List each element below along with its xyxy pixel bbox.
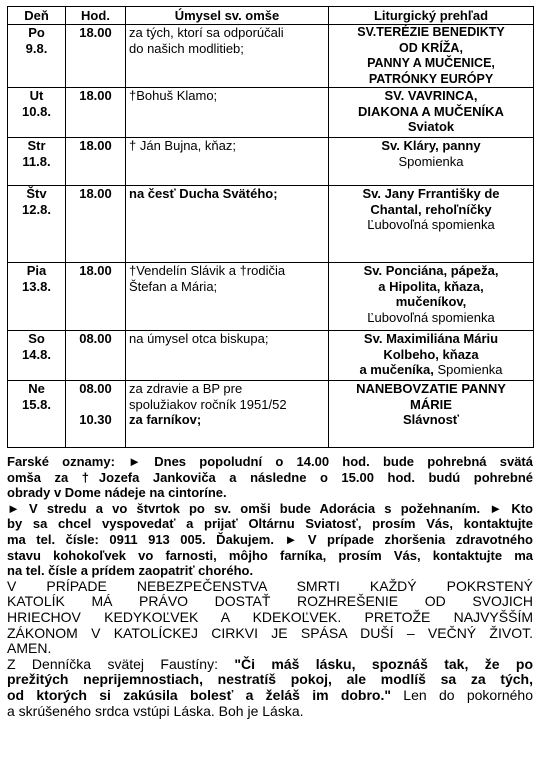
- liturgical-line: PATRÓNKY EURÓPY: [368, 71, 494, 86]
- hour-value: 08.00: [79, 381, 112, 396]
- text-line: na tel. čísle a prídem zaopatriť chorého.: [7, 563, 254, 579]
- day-date: 13.8.: [22, 278, 51, 294]
- intent-line: za farníkov;: [129, 412, 202, 427]
- day-cell: [8, 331, 66, 381]
- hour-cell: [66, 88, 126, 138]
- hour-cell: [66, 186, 126, 263]
- liturgical-line: SV. VAVRINCA,: [384, 88, 478, 103]
- liturgical-cell: [329, 331, 534, 381]
- table-row: [8, 381, 534, 448]
- text-line: HRIECHOV KEDYKOĽVEK A KDEKOĽVEK. PRETOŽE NAJVYŠŠÍM: [7, 608, 533, 625]
- day-name: Ne: [28, 381, 45, 396]
- header-intent: Úmysel sv. omše: [126, 7, 329, 25]
- liturgical-cell: [329, 25, 534, 88]
- day-name: Str: [27, 138, 46, 153]
- hour-cell: [66, 381, 126, 448]
- intent-cell: [126, 331, 329, 381]
- intent-cell: [126, 88, 329, 138]
- table-row: [8, 263, 534, 331]
- liturgical-cell: [329, 88, 534, 138]
- liturgical-cell: [329, 138, 534, 186]
- hour-value: 18.00: [79, 263, 112, 278]
- hour-value: 08.00: [79, 331, 112, 346]
- hour-value: 18.00: [79, 25, 112, 40]
- liturgical-line: mučeníkov,: [395, 294, 467, 309]
- parish-announcements: [7, 454, 533, 501]
- liturgical-line: SV.TERÉZIE BENEDIKTY: [357, 25, 505, 39]
- table-header-row: [8, 7, 534, 25]
- text-line: KATOLÍK MÁ PRÁVO DOSTAŤ ROZHREŠENIE OD SVOJICH: [7, 593, 533, 610]
- liturgical-line: Sv. Maximiliána Máriu: [363, 331, 499, 346]
- table-row: [8, 25, 534, 88]
- day-name: Po: [28, 25, 45, 40]
- liturgical-line: PANNY A MUČENICE,: [367, 56, 495, 70]
- table-row: [8, 331, 534, 381]
- header-liturgical: Liturgický prehľad: [329, 7, 534, 25]
- table-row: [8, 186, 534, 263]
- table-row: [8, 88, 534, 138]
- liturgical-line: Sv. Kláry, panny: [381, 138, 481, 153]
- liturgical-cell: [329, 186, 534, 263]
- liturgical-line: a Hipolita, kňaza,: [378, 278, 484, 294]
- text-line: stavu kohokoľvek vo farnosti, môjho farníka, prosím Vás, kontaktujte ma: [7, 547, 533, 563]
- day-date: 11.8.: [22, 153, 51, 169]
- quote-source: Z Denníčka svätej Faustíny:: [7, 655, 235, 672]
- hour-cell: [66, 331, 126, 381]
- liturgical-line: Kolbeho, kňaza: [383, 346, 479, 362]
- liturgical-line: Chantal, rehoľníčky: [370, 201, 492, 217]
- intent-line: †Vendelín Slávik a †rodičia: [129, 263, 286, 278]
- day-date: 12.8.: [22, 201, 51, 217]
- liturgical-line: DIAKONA A MUČENÍKA: [358, 103, 504, 119]
- day-cell: [8, 263, 66, 331]
- header-hour: Hod.: [66, 7, 126, 25]
- day-cell: [8, 138, 66, 186]
- liturgical-line: Ľubovoľná spomienka: [367, 217, 495, 232]
- intent-line: za zdravie a BP pre: [129, 381, 243, 396]
- liturgical-line: OD KRÍŽA,: [399, 40, 463, 55]
- hour-value: 18.00: [79, 186, 112, 201]
- header-day: Deň: [8, 7, 66, 25]
- hour-value: 10.30: [79, 412, 112, 427]
- day-name: Pia: [26, 263, 47, 278]
- hour-cell: [66, 263, 126, 331]
- intent-cell: [126, 138, 329, 186]
- weekly-announcements: [7, 501, 533, 579]
- day-date: 15.8.: [22, 396, 51, 412]
- danger-of-death-notice: [7, 579, 533, 657]
- liturgical-cell: [329, 263, 534, 331]
- intent-line: na česť Ducha Svätého;: [129, 186, 278, 201]
- day-cell: [8, 186, 66, 263]
- text-line: AMEN.: [7, 640, 52, 657]
- day-cell: [8, 381, 66, 448]
- text-line: V PRÍPADE NEBEZPEČENSTVA SMRTI KAŽDÝ POKRSTENÝ: [7, 577, 533, 594]
- intent-line: Štefan a Mária;: [129, 278, 218, 294]
- liturgical-line: Sv. Ponciána, pápeža,: [363, 263, 499, 278]
- intent-cell: [126, 25, 329, 88]
- day-cell: [8, 88, 66, 138]
- faustina-quote: [7, 657, 533, 719]
- day-cell: [8, 25, 66, 88]
- quote-text: prežitých neprijemnostiach, nestratíš pokoj, ale modlíš sa za tých,: [7, 671, 533, 688]
- intent-line: za tých, ktorí sa odporúčali: [129, 25, 284, 40]
- liturgical-line: Sviatok: [407, 119, 455, 134]
- hour-value: 18.00: [79, 138, 112, 153]
- text-line: obrady v Dome nádeje na cintoríne.: [7, 485, 227, 501]
- intent-line: †Bohuš Klamo;: [129, 88, 218, 103]
- day-name: Ut: [29, 88, 44, 103]
- text-line: Farské oznamy: ► Dnes popoludní o 14.00 hod. bude pohrebná svätá: [7, 454, 533, 469]
- text-line: ZÁKONOM V KATOLÍCKEJ CIRKVI JE SPÁSA DUŠÍ – VEČNÝ ŽIVOT.: [7, 624, 533, 641]
- intent-line: † Ján Bujna, kňaz;: [129, 138, 236, 153]
- liturgical-cell: [329, 381, 534, 448]
- text-line: omša za †Jozefa Jankoviča a následne o 15.00 hod. budú pohrebné: [7, 469, 533, 485]
- liturgical-line: Ľubovoľná spomienka: [367, 309, 495, 325]
- day-date: 14.8.: [22, 346, 51, 362]
- quote-text: "Či máš lásku, spoznáš tak, že po: [234, 655, 533, 672]
- text-line: ► V stredu a vo štvrtok po sv. omši bude Adorácia s požehnaním. ► Kto: [7, 500, 533, 516]
- intent-cell: [126, 263, 329, 331]
- intent-cell: [126, 186, 329, 263]
- hour-cell: [66, 25, 126, 88]
- liturgical-line: Slávnosť: [402, 412, 460, 427]
- intent-line: do našich modlitieb;: [129, 40, 244, 56]
- quote-text: od ktorých si zakúsila bolesť a želáš im dobro.": [7, 686, 392, 703]
- day-name: So: [28, 331, 45, 346]
- liturgical-line: Sv. Jany Frrantišky de: [362, 186, 500, 201]
- mass-schedule-table: [7, 6, 534, 448]
- intent-line: spolužiakov ročník 1951/52: [129, 396, 287, 412]
- text-line: a skrúšeného srdca vstúpi Láska. Boh je Láska.: [7, 702, 304, 719]
- intent-line: na úmysel otca biskupa;: [129, 331, 269, 346]
- liturgical-line: a mučeníka,: [359, 362, 434, 377]
- liturgical-line: Spomienka: [398, 153, 464, 169]
- quote-continuation: Len do pokorného: [391, 686, 533, 703]
- day-date: 9.8.: [25, 40, 48, 56]
- liturgical-line: Spomienka: [437, 362, 503, 377]
- text-line: by sa chcel vyspovedať a prijať Oltárnu Sviatosť, prosím Vás, kontaktujte: [7, 516, 533, 532]
- hour-value: 18.00: [79, 88, 112, 103]
- text-line: ma tel. čísle: 0911 913 005. Ďakujem. ► V prípade zhoršenia zdravotného: [7, 531, 533, 547]
- intent-cell: [126, 381, 329, 448]
- announcements: [7, 454, 533, 719]
- liturgical-line: NANEBOVZATIE PANNY: [356, 381, 506, 396]
- hour-cell: [66, 138, 126, 186]
- day-date: 10.8.: [22, 103, 51, 119]
- table-row: [8, 138, 534, 186]
- liturgical-line: MÁRIE: [410, 396, 452, 412]
- day-name: Štv: [26, 186, 47, 201]
